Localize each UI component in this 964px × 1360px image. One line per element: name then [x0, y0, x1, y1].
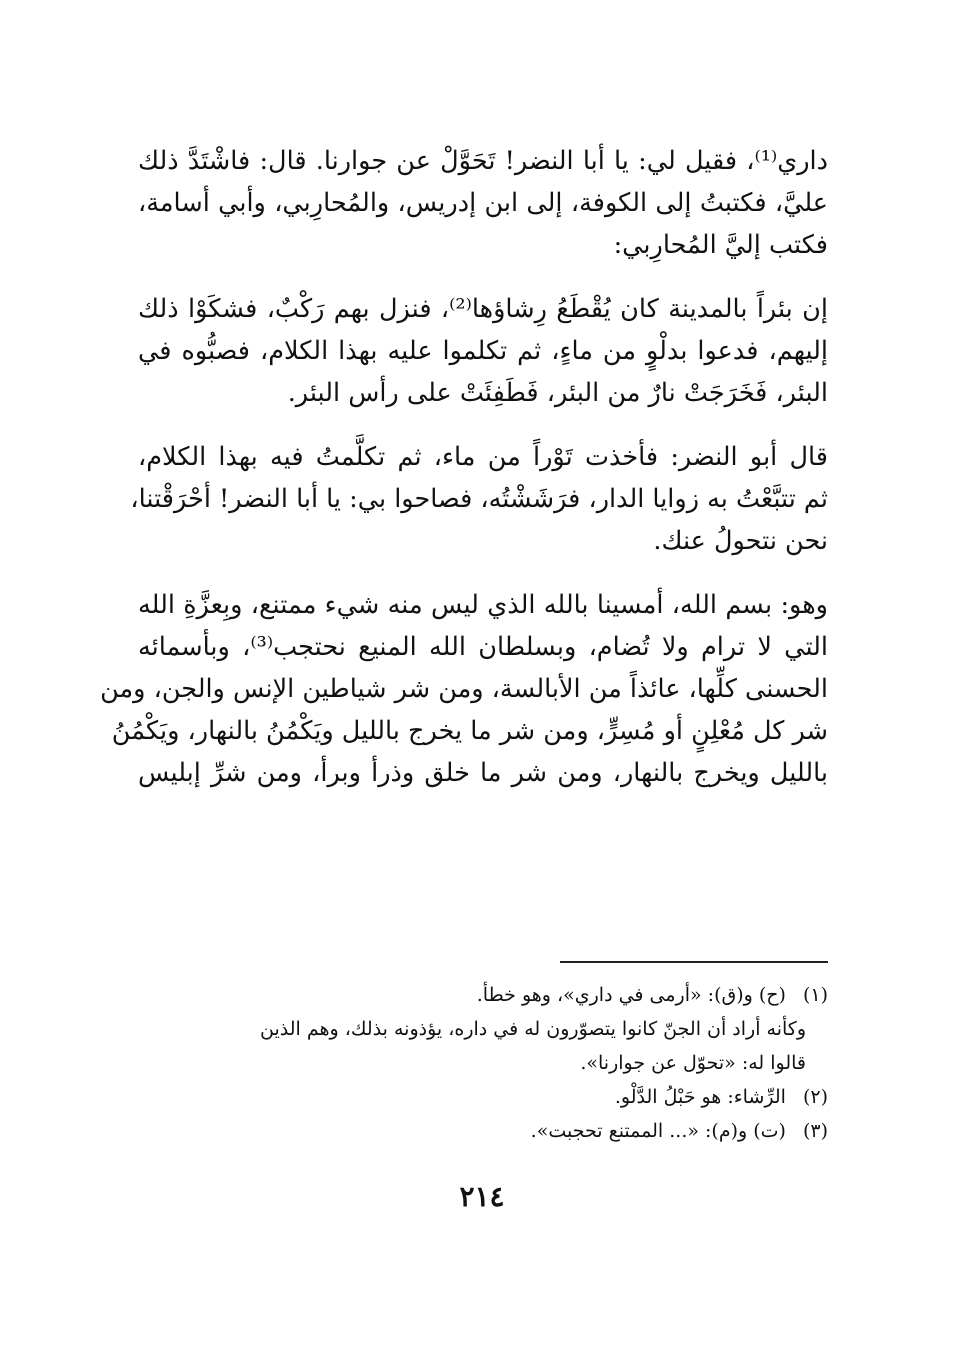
footnote-number: (٢)	[802, 1086, 828, 1108]
paragraph	[138, 288, 828, 414]
text-line: فكتب إليَّ المُحارِبي:	[613, 230, 828, 260]
footnote-text: وكأنه أراد أن الجنّ كانوا يتصوّرون له في داره، يؤذونه بذلك، وهم الذين	[260, 1018, 806, 1040]
footnote	[138, 1114, 828, 1148]
footnote-continuation	[138, 1046, 828, 1080]
text-line: شر كل مُعْلِنٍ أو مُسِرٍّ، ومن شر ما يخرج بالليل ويَكْمُنُ بالنهار، ويَكْمُنُ	[111, 716, 828, 746]
footnote-continuation	[138, 1012, 828, 1046]
footnote-text: (ح) و(ق): «أرمى في داري»، وهو خطأ.	[476, 984, 786, 1006]
footnote-separator	[560, 961, 828, 963]
footnotes	[138, 978, 828, 1148]
text-line: وهو: بسم الله، أمسينا بالله الذي ليس منه شيء ممتنع، وبِعزَّةِ الله	[138, 590, 828, 620]
footnote-number: (٣)	[802, 1120, 828, 1142]
text-line: البئر، فَخَرَجَتْ نارٌ من البئر، فَطَفِئَتْ على رأس البئر.	[287, 378, 828, 408]
text-line: إليهم، فدعوا بدلْوٍ من ماءٍ، ثم تكلموا عليه بهذا الكلام، فصبُّوه في	[138, 336, 828, 366]
footnote	[138, 978, 828, 1012]
main-text	[100, 140, 828, 794]
text-line: نحن نتحولُ عنك.	[653, 526, 828, 556]
footnote	[138, 1080, 828, 1114]
page-number: ٢١٤	[459, 1180, 505, 1213]
paragraph	[100, 584, 828, 794]
paragraph	[138, 140, 828, 266]
text-line: داري⁽¹⁾، فقيل لي: يا أبا النضر! تَحَوَّلْ عن جوارنا. قال: فاشْتَدَّ ذلك	[138, 146, 828, 176]
footnote-text: الرِّشاء: هو حَبْلُ الدَّلْو.	[614, 1086, 786, 1108]
text-line: قال أبو النضر: فأخذت تَوْراً من ماء، ثم تكلَّمتُ فيه بهذا الكلام،	[138, 442, 828, 472]
text-line: ثم تتبَّعْتُ به زوايا الدار، فرَشَشْتُه، فصاحوا بي: يا أبا النضر! أحْرَقْتنا،	[130, 484, 828, 514]
text-line: إن بئراً بالمدينة كان يُقْطَعُ رِشاؤها⁽²⁾، فنزل بهم رَكْبٌ، فشكَوْا ذلك	[138, 294, 828, 324]
text-line: التي لا ترام ولا تُضام، وبسلطان الله المنيع نحتجب⁽³⁾، وبأسمائه	[138, 632, 828, 662]
text-line: عليَّ، فكتبتُ إلى الكوفة، إلى ابن إدريس، والمُحارِبي، وأبي أسامة،	[138, 188, 828, 218]
paragraph	[130, 436, 828, 562]
footnote-number: (١)	[802, 984, 828, 1006]
text-line: الحسنى كلِّها، عائذاً من الأبالسة، ومن شر شياطين الإنس والجن، ومن	[100, 674, 828, 704]
footnote-text: (ت) و(م): «... الممتنع تحجبت».	[530, 1120, 786, 1142]
footnote-text: قالوا له: «تحوّل عن جوارنا».	[580, 1052, 806, 1074]
text-line: بالليل ويخرج بالنهار، ومن شر ما خلق وذرأ وبرأ، ومن شرِّ إبليس	[138, 758, 828, 788]
